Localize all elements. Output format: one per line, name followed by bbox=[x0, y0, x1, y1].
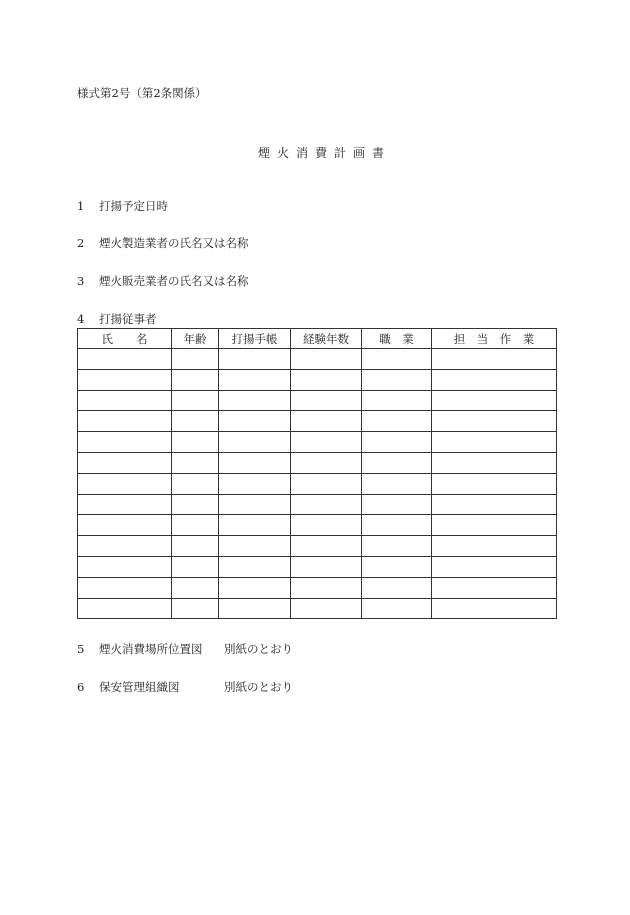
table-cell bbox=[432, 390, 557, 411]
table-cell bbox=[172, 556, 219, 577]
table-cell bbox=[78, 411, 172, 432]
workers-table bbox=[77, 328, 557, 619]
table-cell bbox=[78, 473, 172, 494]
table-row bbox=[78, 369, 557, 390]
table-cell bbox=[219, 473, 291, 494]
table-cell bbox=[362, 598, 432, 619]
table-cell bbox=[362, 556, 432, 577]
item-1 bbox=[77, 198, 168, 214]
table-cell bbox=[172, 432, 219, 453]
table-cell bbox=[291, 390, 362, 411]
item-label: 煙火消費場所位置図 bbox=[99, 642, 203, 656]
table-cell bbox=[78, 432, 172, 453]
table-cell bbox=[78, 598, 172, 619]
table-cell bbox=[291, 556, 362, 577]
table-cell bbox=[172, 515, 219, 536]
header-experience: 経験年数 bbox=[291, 329, 362, 349]
table-row bbox=[78, 452, 557, 473]
table-cell bbox=[362, 452, 432, 473]
table-cell bbox=[78, 556, 172, 577]
table-cell bbox=[291, 536, 362, 557]
table-cell bbox=[172, 349, 219, 370]
table-cell bbox=[432, 369, 557, 390]
table-cell bbox=[432, 556, 557, 577]
table-cell bbox=[362, 536, 432, 557]
table-cell bbox=[362, 411, 432, 432]
table-row bbox=[78, 473, 557, 494]
table-cell bbox=[362, 390, 432, 411]
table-cell bbox=[291, 473, 362, 494]
table-cell bbox=[219, 577, 291, 598]
header-age: 年齢 bbox=[172, 329, 219, 349]
table-row bbox=[78, 349, 557, 370]
item-number: 1 bbox=[77, 199, 85, 213]
table-cell bbox=[78, 515, 172, 536]
table-row bbox=[78, 577, 557, 598]
item-number: 5 bbox=[77, 642, 85, 656]
table-cell bbox=[291, 494, 362, 515]
table-cell bbox=[362, 577, 432, 598]
table-cell bbox=[432, 452, 557, 473]
table-cell bbox=[78, 390, 172, 411]
table-cell bbox=[432, 598, 557, 619]
table-cell bbox=[172, 473, 219, 494]
item-number: 2 bbox=[77, 236, 85, 250]
table-cell bbox=[432, 577, 557, 598]
table-cell bbox=[291, 432, 362, 453]
table-cell bbox=[172, 369, 219, 390]
table-cell bbox=[172, 390, 219, 411]
table-cell bbox=[219, 432, 291, 453]
table-cell bbox=[219, 411, 291, 432]
item-number: 4 bbox=[77, 312, 85, 326]
item-label: 打揚従事者 bbox=[99, 312, 157, 326]
item-5 bbox=[77, 641, 203, 657]
table-cell bbox=[362, 515, 432, 536]
item-4 bbox=[77, 311, 157, 327]
table-cell bbox=[78, 369, 172, 390]
item-number: 6 bbox=[77, 680, 85, 694]
table-cell bbox=[172, 494, 219, 515]
table-row bbox=[78, 536, 557, 557]
table-cell bbox=[362, 432, 432, 453]
table-cell bbox=[362, 369, 432, 390]
table-cell bbox=[219, 598, 291, 619]
item-2 bbox=[77, 235, 249, 251]
table-cell bbox=[291, 411, 362, 432]
document-title: 煙火消費計画書 bbox=[258, 146, 392, 160]
item-number: 3 bbox=[77, 274, 85, 288]
table-cell bbox=[219, 390, 291, 411]
table-cell bbox=[219, 556, 291, 577]
table-cell bbox=[78, 536, 172, 557]
header-occupation: 職 業 bbox=[362, 329, 432, 349]
table-cell bbox=[291, 349, 362, 370]
table-cell bbox=[172, 452, 219, 473]
table-cell bbox=[291, 452, 362, 473]
table-cell bbox=[432, 432, 557, 453]
table-cell bbox=[172, 536, 219, 557]
table-cell bbox=[219, 452, 291, 473]
table-cell bbox=[219, 494, 291, 515]
table-row bbox=[78, 494, 557, 515]
item-label: 保安管理組織図 bbox=[99, 680, 180, 694]
table-cell bbox=[172, 577, 219, 598]
header-name: 氏 名 bbox=[78, 329, 172, 349]
header-assigned-work: 担 当 作 業 bbox=[432, 329, 557, 349]
table-cell bbox=[432, 494, 557, 515]
item-6 bbox=[77, 679, 180, 695]
table-row bbox=[78, 515, 557, 536]
table-cell bbox=[362, 473, 432, 494]
table-cell bbox=[432, 349, 557, 370]
table-cell bbox=[362, 349, 432, 370]
table-cell bbox=[291, 598, 362, 619]
table-cell bbox=[291, 515, 362, 536]
item-5-value: 別紙のとおり bbox=[224, 642, 293, 656]
table-cell bbox=[219, 349, 291, 370]
table-row bbox=[78, 390, 557, 411]
table-row bbox=[78, 556, 557, 577]
table-cell bbox=[432, 411, 557, 432]
table-row bbox=[78, 598, 557, 619]
table-row bbox=[78, 432, 557, 453]
table-header-row bbox=[78, 329, 557, 349]
table-cell bbox=[219, 369, 291, 390]
table-cell bbox=[291, 577, 362, 598]
item-6-value: 別紙のとおり bbox=[224, 680, 293, 694]
table-cell bbox=[432, 473, 557, 494]
item-3 bbox=[77, 273, 249, 289]
table-cell bbox=[432, 536, 557, 557]
table-cell bbox=[219, 515, 291, 536]
form-label: 様式第2号（第2条関係） bbox=[77, 86, 207, 100]
table-cell bbox=[362, 494, 432, 515]
header-license: 打揚手帳 bbox=[219, 329, 291, 349]
item-label: 煙火製造業者の氏名又は名称 bbox=[99, 236, 249, 250]
item-label: 煙火販売業者の氏名又は名称 bbox=[99, 274, 249, 288]
table-cell bbox=[172, 411, 219, 432]
table-cell bbox=[78, 452, 172, 473]
table-cell bbox=[78, 577, 172, 598]
table-cell bbox=[78, 349, 172, 370]
item-label: 打揚予定日時 bbox=[99, 199, 168, 213]
table-row bbox=[78, 411, 557, 432]
table-cell bbox=[219, 536, 291, 557]
table-cell bbox=[291, 369, 362, 390]
table-cell bbox=[172, 598, 219, 619]
table-cell bbox=[432, 515, 557, 536]
table-cell bbox=[78, 494, 172, 515]
